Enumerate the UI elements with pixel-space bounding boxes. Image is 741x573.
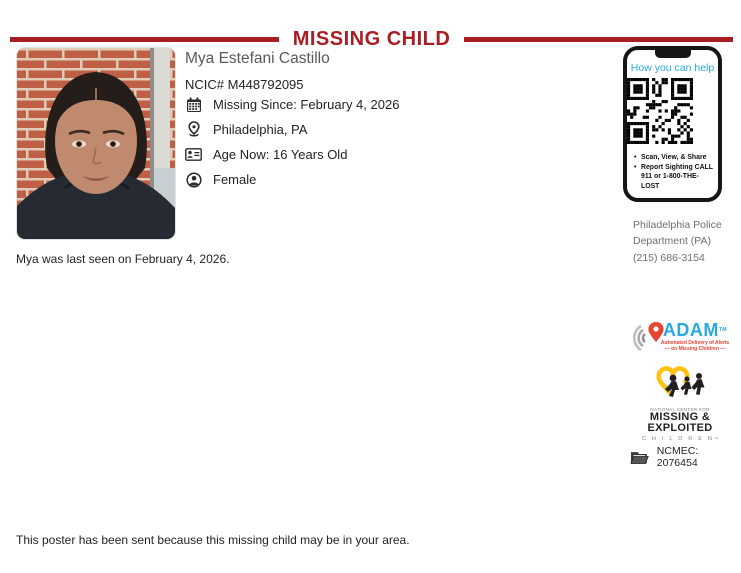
adam-logo xyxy=(627,320,731,360)
adam-tagline-2: — on Missing Children — xyxy=(664,346,726,352)
calendar-icon xyxy=(185,96,202,113)
sex-text: Female xyxy=(213,172,257,187)
photo-caption: Mya was last seen on February 4, 2026. xyxy=(16,252,230,266)
ncmec-heart-icon xyxy=(651,366,709,406)
phone-graphic xyxy=(623,46,722,202)
person-icon xyxy=(185,171,202,188)
location-pin-icon xyxy=(185,121,202,138)
ncmec-text-missing: MISSING & xyxy=(649,411,711,423)
detail-list xyxy=(185,96,399,196)
header-rule-right xyxy=(464,37,733,42)
bullet-report-sighting: • Report Sighting CALL 911 or 1-800-THE-LOST xyxy=(633,163,716,192)
folder-icon xyxy=(630,450,649,465)
adam-tagline-1: Automated Delivery of Alerts xyxy=(660,340,730,346)
ncic-number: NCIC# M448792095 xyxy=(185,77,304,92)
bullet-scan-share: • Scan, View, & Share xyxy=(633,153,716,163)
phone-notch xyxy=(655,50,691,58)
location-text: Philadelphia, PA xyxy=(213,122,308,137)
agency-phone: (215) 686-3154 xyxy=(633,251,705,264)
ncmec-text-exploited: EXPLOITED xyxy=(647,422,713,434)
ncmec-text-national-center: NATIONAL CENTER FOR xyxy=(650,407,710,412)
phone-bullet-list xyxy=(633,153,716,192)
detail-row-missing-since xyxy=(185,96,399,113)
detail-row-age xyxy=(185,146,399,163)
adam-wordmark xyxy=(660,320,730,352)
header-rule-left xyxy=(10,37,279,42)
missing-since-text: Missing Since: February 4, 2026 xyxy=(213,97,400,112)
child-photo xyxy=(16,47,176,240)
agency-line-2: Department (PA) xyxy=(633,235,711,248)
phone-help-title: How you can help xyxy=(630,62,715,74)
agency-line-1: Philadelphia Police xyxy=(633,219,722,231)
age-text: Age Now: 16 Years Old xyxy=(213,147,348,162)
detail-row-location xyxy=(185,121,399,138)
child-photo-illustration xyxy=(17,48,175,239)
adam-name: ADAM™ xyxy=(662,320,728,340)
child-name: Mya Estefani Castillo xyxy=(185,50,330,67)
qr-code xyxy=(627,78,693,144)
id-card-icon xyxy=(185,146,202,163)
agency-contact xyxy=(633,217,722,266)
footer-note: This poster has been sent because this missing child may be in your area. xyxy=(16,533,410,547)
ncmec-case-number: NCMEC: 2076454 xyxy=(656,445,699,469)
ncmec-text-children: C H I L D R E N™ xyxy=(641,435,719,442)
ncmec-trademark: ™ xyxy=(714,435,719,441)
detail-row-sex xyxy=(185,171,399,188)
ncmec-logo xyxy=(641,366,719,442)
adam-trademark: TM xyxy=(718,327,728,333)
poster-title: MISSING CHILD xyxy=(292,27,451,50)
case-number-row xyxy=(630,445,741,469)
